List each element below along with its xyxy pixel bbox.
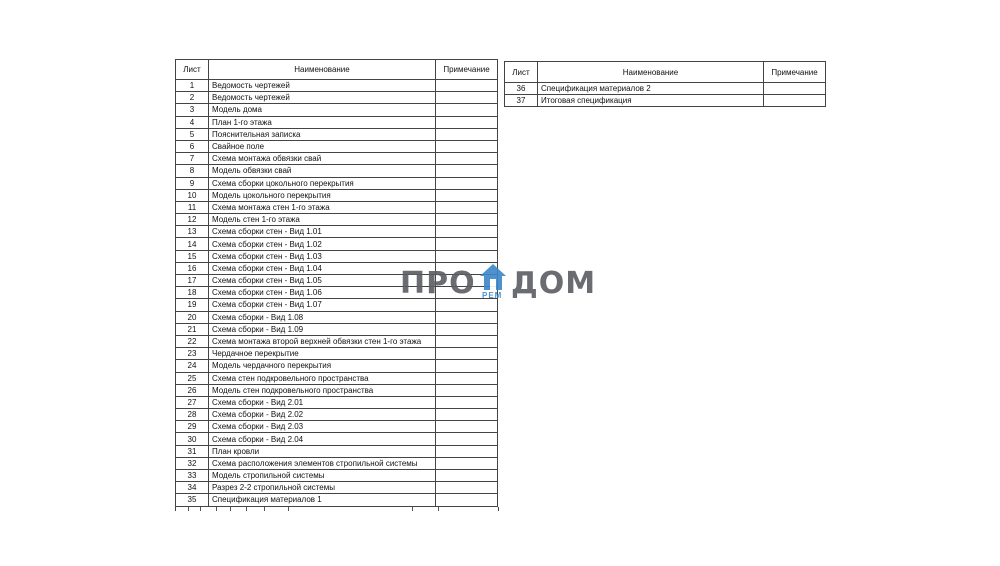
- sheet-number: 21: [176, 323, 209, 335]
- sheet-number: 14: [176, 238, 209, 250]
- sheet-number: 24: [176, 360, 209, 372]
- sheet-number: 10: [176, 189, 209, 201]
- sheet-note: [436, 250, 498, 262]
- sheet-number: 19: [176, 299, 209, 311]
- sheet-title: Схема сборки стен - Вид 1.06: [209, 287, 436, 299]
- sheet-number: 2: [176, 92, 209, 104]
- sheet-number: 20: [176, 311, 209, 323]
- sheet-number: 35: [176, 494, 209, 506]
- house-icon: [478, 262, 508, 292]
- sheet-title: Итоговая спецификация: [538, 95, 764, 107]
- sheet-note: [436, 482, 498, 494]
- sheet-note: [436, 409, 498, 421]
- sheet-number: 11: [176, 201, 209, 213]
- sheet-number: 3: [176, 104, 209, 116]
- table-row: [176, 372, 498, 384]
- sheet-title: Схема сборки стен - Вид 1.01: [209, 226, 436, 238]
- sheet-title: Схема сборки цокольного перекрытия: [209, 177, 436, 189]
- sheet-number: 15: [176, 250, 209, 262]
- sheet-note: [436, 494, 498, 506]
- sheet-title: Пояснительная записка: [209, 128, 436, 140]
- sheet-number: 34: [176, 482, 209, 494]
- sheet-note: [436, 189, 498, 201]
- sheet-title: Модель стропильной системы: [209, 470, 436, 482]
- sheet-number: 1: [176, 80, 209, 92]
- sheet-note: [436, 470, 498, 482]
- column-header-note: Примечание: [764, 62, 826, 83]
- logo-word-left: ПРО: [400, 266, 476, 301]
- sheet-number: 27: [176, 396, 209, 408]
- sheet-number: 9: [176, 177, 209, 189]
- sheet-number: 29: [176, 421, 209, 433]
- sheet-note: [436, 226, 498, 238]
- sheet-number: 8: [176, 165, 209, 177]
- table-row: [176, 360, 498, 372]
- table-row: [176, 201, 498, 213]
- sheet-title: Схема сборки стен - Вид 1.04: [209, 262, 436, 274]
- table-row: [176, 116, 498, 128]
- table-header-row: [505, 62, 826, 83]
- table-row: [176, 348, 498, 360]
- sheet-title: Схема монтажа стен 1-го этажа: [209, 201, 436, 213]
- sheet-title: Модель чердачного перекрытия: [209, 360, 436, 372]
- sheet-note: [436, 153, 498, 165]
- sheet-title: Чердачное перекрытие: [209, 348, 436, 360]
- sheet-number: 25: [176, 372, 209, 384]
- sheet-number: 28: [176, 409, 209, 421]
- sheet-title: Схема сборки стен - Вид 1.03: [209, 250, 436, 262]
- sheet-note: [436, 348, 498, 360]
- table-row: [176, 457, 498, 469]
- sheet-title: Спецификация материалов 1: [209, 494, 436, 506]
- sheet-note: [764, 83, 826, 95]
- sheet-title: Модель стен 1-го этажа: [209, 214, 436, 226]
- sheet-note: [436, 372, 498, 384]
- sheet-note: [436, 323, 498, 335]
- sheet-title: Схема сборки - Вид 2.01: [209, 396, 436, 408]
- table-row: [176, 104, 498, 116]
- sheet-note: [436, 80, 498, 92]
- sheet-number: 6: [176, 140, 209, 152]
- table-row: [505, 83, 826, 95]
- table-row: [176, 165, 498, 177]
- sheet-title: План кровли: [209, 445, 436, 457]
- sheet-title: Схема монтажа обвязки свай: [209, 153, 436, 165]
- sheet-note: [436, 445, 498, 457]
- sheet-note: [436, 140, 498, 152]
- table-row: [176, 384, 498, 396]
- table-row: [176, 311, 498, 323]
- sheet-title: Схема сборки стен - Вид 1.07: [209, 299, 436, 311]
- sheet-note: [436, 177, 498, 189]
- table-row: [176, 433, 498, 445]
- logo-word-right: ДОМ: [511, 266, 597, 301]
- sheet-note: [436, 335, 498, 347]
- sheet-number: 22: [176, 335, 209, 347]
- sheet-title: Схема расположения элементов стропильной системы: [209, 457, 436, 469]
- table-row: [176, 128, 498, 140]
- sheet-number: 32: [176, 457, 209, 469]
- sheet-note: [436, 396, 498, 408]
- sheet-note: [436, 104, 498, 116]
- sheet-note: [436, 421, 498, 433]
- table-row: [176, 92, 498, 104]
- sheet-number: 30: [176, 433, 209, 445]
- sheet-title: Ведомость чертежей: [209, 80, 436, 92]
- table-row: [176, 494, 498, 506]
- table-body: [505, 83, 826, 107]
- sheet-note: [436, 238, 498, 250]
- table-row: [176, 177, 498, 189]
- table-row: [176, 250, 498, 262]
- table-row: [176, 238, 498, 250]
- sheet-number: 31: [176, 445, 209, 457]
- sheet-number: 4: [176, 116, 209, 128]
- sheet-note: [436, 457, 498, 469]
- sheet-note: [436, 384, 498, 396]
- table-row: [176, 140, 498, 152]
- column-header-note: Примечание: [436, 60, 498, 80]
- sheet-title: Схема сборки стен - Вид 1.05: [209, 275, 436, 287]
- column-header-name: Наименование: [538, 62, 764, 83]
- watermark-logo: [398, 262, 603, 312]
- sheet-note: [436, 311, 498, 323]
- sheet-note: [436, 360, 498, 372]
- table-row: [176, 153, 498, 165]
- sheet-title: Модель дома: [209, 104, 436, 116]
- sheet-title: Схема сборки - Вид 2.03: [209, 421, 436, 433]
- sheet-title: Разрез 2-2 стропильной системы: [209, 482, 436, 494]
- sheet-number: 18: [176, 287, 209, 299]
- sheet-number: 37: [505, 95, 538, 107]
- sheet-number: 13: [176, 226, 209, 238]
- sheet-title: Свайное поле: [209, 140, 436, 152]
- sheet-note: [436, 116, 498, 128]
- table-row: [176, 335, 498, 347]
- table-row: [176, 214, 498, 226]
- table-row: [176, 470, 498, 482]
- sheet-title: Спецификация материалов 2: [538, 83, 764, 95]
- sheet-title: Схема сборки - Вид 1.09: [209, 323, 436, 335]
- sheet-note: [436, 433, 498, 445]
- column-header-name: Наименование: [209, 60, 436, 80]
- table-row: [505, 95, 826, 107]
- sheet-title: Схема сборки - Вид 2.04: [209, 433, 436, 445]
- sheet-title: Схема стен подкровельного пространства: [209, 372, 436, 384]
- sheet-note: [436, 201, 498, 213]
- table-row: [176, 226, 498, 238]
- sheet-note: [436, 92, 498, 104]
- sheet-note: [764, 95, 826, 107]
- column-header-sheet: Лист: [176, 60, 209, 80]
- sheet-number: 17: [176, 275, 209, 287]
- sheet-title: План 1-го этажа: [209, 116, 436, 128]
- sheet-number: 7: [176, 153, 209, 165]
- sheet-number: 33: [176, 470, 209, 482]
- sheet-number: 23: [176, 348, 209, 360]
- table-row: [176, 323, 498, 335]
- drawings-register-table-2: [504, 61, 826, 107]
- sheet-title: Схема монтажа второй верхней обвязки стен 1-го этажа: [209, 335, 436, 347]
- table-row: [176, 396, 498, 408]
- table-row: [176, 189, 498, 201]
- table-row: [176, 80, 498, 92]
- sheet-number: 12: [176, 214, 209, 226]
- logo-subtitle: РЕМ: [482, 291, 503, 300]
- table-row: [176, 409, 498, 421]
- table-row: [176, 445, 498, 457]
- sheet-title: Схема сборки - Вид 2.02: [209, 409, 436, 421]
- sheet-title: Схема сборки - Вид 1.08: [209, 311, 436, 323]
- sheet-title: Модель обвязки свай: [209, 165, 436, 177]
- sheet-number: 16: [176, 262, 209, 274]
- table-header-row: [176, 60, 498, 80]
- sheet-note: [436, 214, 498, 226]
- sheet-number: 26: [176, 384, 209, 396]
- sheet-number: 5: [176, 128, 209, 140]
- sheet-title: Ведомость чертежей: [209, 92, 436, 104]
- sheet-note: [436, 165, 498, 177]
- title-block-fragment: [175, 507, 499, 511]
- sheet-number: 36: [505, 83, 538, 95]
- table-row: [176, 421, 498, 433]
- sheet-note: [436, 128, 498, 140]
- sheet-title: Схема сборки стен - Вид 1.02: [209, 238, 436, 250]
- sheet-title: Модель цокольного перекрытия: [209, 189, 436, 201]
- column-header-sheet: Лист: [505, 62, 538, 83]
- table-row: [176, 482, 498, 494]
- sheet-title: Модель стен подкровельного пространства: [209, 384, 436, 396]
